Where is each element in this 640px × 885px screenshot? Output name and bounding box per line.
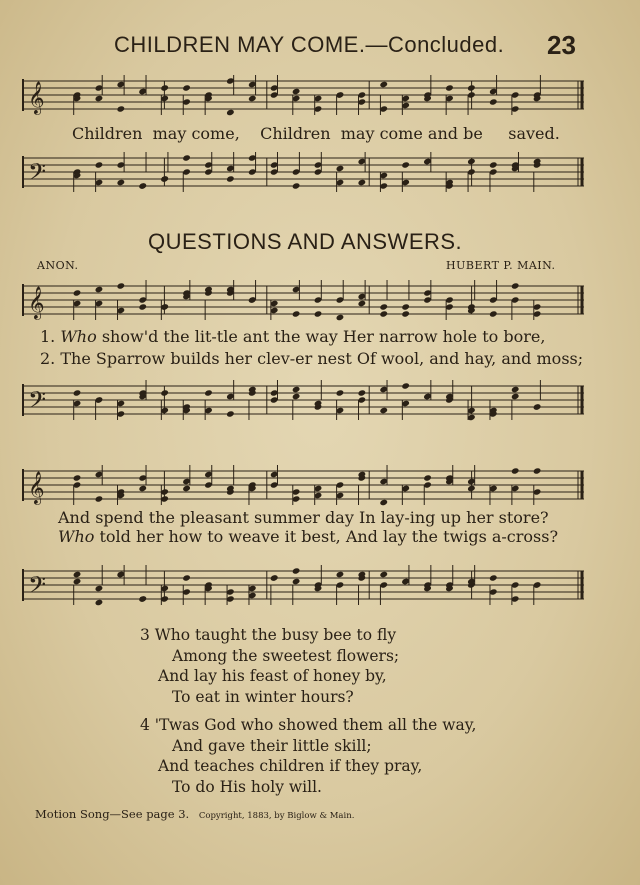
note-head <box>533 467 542 474</box>
note-head <box>292 578 301 585</box>
clef-icon: 𝄢 <box>28 158 47 191</box>
note-head <box>138 485 147 492</box>
note-head <box>467 84 476 91</box>
note-head <box>95 161 104 168</box>
note-head <box>182 574 191 581</box>
note-head <box>358 300 367 307</box>
note-head <box>379 571 388 578</box>
note-head <box>511 282 520 289</box>
page-header <box>0 30 640 62</box>
note-head <box>358 389 367 396</box>
note-head <box>117 179 126 186</box>
note-head <box>117 105 126 112</box>
note-head <box>292 567 301 574</box>
note-head <box>138 303 147 310</box>
page-number: 23 <box>547 30 576 60</box>
motion-song-note: Motion Song—See page 3. <box>35 807 190 821</box>
note-head <box>117 282 126 289</box>
note-head <box>160 84 169 91</box>
note-head <box>226 109 235 116</box>
note-head <box>489 574 498 581</box>
note-head <box>379 81 388 88</box>
note-head <box>379 310 388 317</box>
note-head <box>401 310 410 317</box>
note-head <box>401 303 410 310</box>
music-staff-treble-2 <box>22 280 584 320</box>
note-head <box>401 161 410 168</box>
note-head <box>336 389 345 396</box>
note-head <box>467 485 476 492</box>
note-head <box>73 578 82 585</box>
note-head <box>511 393 520 400</box>
lyrics-system3-line1: And spend the pleasant summer day In lay-ing up her store? <box>58 508 549 527</box>
clef-icon: 𝄢 <box>28 571 47 604</box>
clef-icon: 𝄢 <box>28 386 47 419</box>
note-head <box>138 182 147 189</box>
copyright-notice: Copyright, 1883, by Biglow & Main. <box>198 811 355 821</box>
note-head <box>314 310 323 317</box>
lyricist-credit: ANON. <box>37 259 79 272</box>
note-head <box>73 289 82 296</box>
note-head <box>379 499 388 506</box>
note-head <box>292 88 301 95</box>
note-head <box>204 389 213 396</box>
clef-icon: 𝄞 <box>28 81 45 114</box>
note-head <box>511 467 520 474</box>
note-head <box>182 154 191 161</box>
note-head <box>182 485 191 492</box>
clef-icon: 𝄞 <box>28 471 45 504</box>
note-head <box>292 182 301 189</box>
note-head <box>226 410 235 417</box>
music-staff-bass-1 <box>22 152 584 202</box>
note-head <box>379 303 388 310</box>
lyrics-verse2-line: 2. The Sparrow builds her clev-er nest Of wool, and hay, and moss; <box>40 349 584 368</box>
note-head <box>270 574 279 581</box>
note-head <box>73 389 82 396</box>
running-title: CHILDREN MAY COME.—Concluded. <box>114 32 505 57</box>
note-head <box>226 175 235 182</box>
music-staff-treble-3 <box>22 465 584 505</box>
music-staff-treble-1 <box>22 75 584 125</box>
note-head <box>467 158 476 165</box>
music-staff-bass-2 <box>22 380 584 420</box>
clef-icon: 𝄞 <box>28 286 45 319</box>
note-head <box>379 407 388 414</box>
lyrics-system3-line2: Who told her how to weave it best, And lay the twigs a-cross? <box>58 527 559 546</box>
note-head <box>138 595 147 602</box>
lyrics-line-system1: Children may come, Children may come and be saved. <box>72 124 560 143</box>
note-head <box>489 161 498 168</box>
verse-3: 3 Who taught the busy bee to fly Among the sweetest flowers; And lay his feast of honey by, To eat in winter hours? <box>140 626 400 706</box>
lyrics-verse1-line: 1. Who show'd the lit-tle ant the way Her narrow hole to bore, <box>40 327 546 346</box>
note-head <box>182 84 191 91</box>
note-head <box>336 571 345 578</box>
note-head <box>95 585 104 592</box>
note-head <box>292 386 301 393</box>
note-head <box>489 310 498 317</box>
note-head <box>292 310 301 317</box>
note-head <box>248 95 257 102</box>
composer-credit: HUBERT P. MAIN. <box>446 259 556 272</box>
note-head <box>160 175 169 182</box>
note-head <box>401 382 410 389</box>
note-head <box>336 314 345 321</box>
note-head <box>95 286 104 293</box>
note-head <box>95 495 104 502</box>
note-head <box>336 165 345 172</box>
note-head <box>292 393 301 400</box>
page-footer <box>35 807 354 821</box>
note-head <box>533 403 542 410</box>
note-head <box>423 474 432 481</box>
note-head <box>95 599 104 606</box>
song-title: QUESTIONS AND ANSWERS. <box>148 229 463 254</box>
note-head <box>511 386 520 393</box>
verse-4: 4 'Twas God who showed them all the way, And gave their little skill; And teaches children if they pray, To do His holy will. <box>140 716 477 796</box>
note-head <box>73 571 82 578</box>
note-head <box>489 98 498 105</box>
note-head <box>73 474 82 481</box>
music-staff-bass-3 <box>22 565 584 605</box>
note-head <box>160 389 169 396</box>
note-head <box>445 84 454 91</box>
note-head <box>358 179 367 186</box>
note-head <box>95 95 104 102</box>
